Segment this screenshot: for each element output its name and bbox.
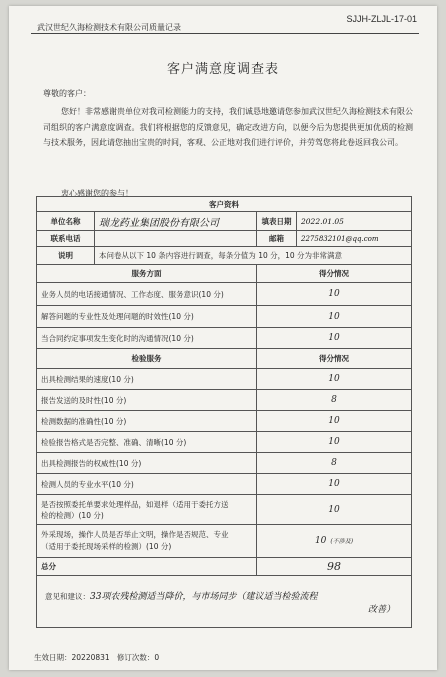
page-title: 客户满意度调查表: [166, 62, 279, 77]
company-record-header: 武汉世纪久海检测技术有限公司质量记录: [37, 23, 181, 32]
service-item: 业务人员的电话接通情况、工作态度、服务意识(10 分): [37, 283, 257, 306]
inspection-item-score: 10: [257, 411, 412, 432]
date-label: 填表日期: [257, 212, 297, 231]
inspection-item: 检测数据的准确性(10 分): [37, 411, 257, 432]
effective-date: 20220831: [71, 653, 110, 662]
opinion-text-line2: 改善）: [368, 604, 396, 615]
note-text: 本问卷从以下 10 条内容进行调查，每条分值为 10 分，10 分为非常满意: [95, 247, 412, 265]
effective-date-label: 生效日期：: [34, 653, 72, 662]
service-header: 服务方面: [37, 265, 257, 283]
service-item-score: 10: [257, 328, 412, 349]
service-item: 当合同约定事项发生变化时的沟通情况(10 分): [37, 328, 257, 349]
inspection-item: 检验报告格式是否完整、准确、清晰(10 分): [37, 432, 257, 453]
intro-paragraph: 您好！非常感谢贵单位对我司检测能力的支持，我们诚恳地邀请您参加武汉世纪久海检测技术有限公司组织的客户满意度调查。我们将根据您的反馈意见，确定改进方向，以便今后为您提供更加优质的检测与技术服务，因此请您抽出宝贵的时间，客观、公正地对我们进行评价，并劳驾您将此卷返回我公司。: [43, 107, 413, 148]
inspection-item-score: 8: [257, 390, 412, 411]
inspection-item: 出具检测结果的速度(10 分): [37, 369, 257, 390]
inspection-item-score: 10: [257, 369, 412, 390]
survey-table: [36, 196, 412, 628]
inspection-item-score: 10: [257, 495, 412, 525]
document-code: SJJH-ZLJL-17-01: [346, 14, 417, 24]
phone-value: [95, 231, 257, 247]
email-label: 邮箱: [257, 231, 297, 247]
inspection-item-score: 8: [257, 453, 412, 474]
inspection-item-score-site: [257, 525, 412, 558]
inspection-item: 出具检测报告的权威性(10 分): [37, 453, 257, 474]
greeting: 尊敬的客户：: [43, 89, 91, 98]
service-item: 解答问题的专业性及处理问题的时效性(10 分): [37, 306, 257, 328]
opinion-cell: [37, 576, 412, 628]
thanks-text: 衷心感谢您的参与！: [61, 189, 133, 198]
unit-value: 瑞龙药业集团股份有限公司: [95, 212, 257, 231]
inspection-header: 检验服务: [37, 349, 257, 369]
total-label: 总分: [37, 558, 257, 576]
opinion-text-line1: 33项农残检测适当降价，与市场同步（建议适当检验流程: [90, 591, 318, 602]
customer-section-title: 客户资料: [37, 197, 412, 212]
inspection-item: 报告发送的及时性(10 分): [37, 390, 257, 411]
item-line: 外采现场，操作人员是否举止文明，操作是否规范、专业: [41, 530, 229, 539]
service-item-score: 10: [257, 306, 412, 328]
item-line: 检的检测）(10 分): [41, 510, 104, 520]
inspection-item-sample: [37, 495, 257, 525]
footer: [34, 652, 159, 663]
score-value: 10: [314, 536, 327, 546]
item-line: 是否按照委托单要求处理样品，如退样（适用于委托方送: [41, 499, 229, 509]
date-value: 2022.01.05: [297, 212, 412, 231]
inspection-item: 检测人员的专业水平(10 分): [37, 474, 257, 495]
service-item-score: 10: [257, 283, 412, 306]
service-score-header: 得分情况: [257, 265, 412, 283]
revision-count: 0: [154, 653, 160, 662]
unit-label: 单位名称: [37, 212, 95, 231]
opinion-label: 意见和建议：: [45, 591, 90, 601]
inspection-score-header: 得分情况: [257, 349, 412, 369]
inspection-item-score: 10: [257, 474, 412, 495]
revision-label: 修订次数：: [116, 653, 155, 662]
inspection-item-score: 10: [257, 432, 412, 453]
email-value: 2275832101@qq.com: [297, 231, 412, 247]
phone-label: 联系电话: [37, 231, 95, 247]
item-line: （适用于委托现场采样的检测）(10 分): [41, 542, 172, 551]
total-value: 98: [257, 558, 412, 576]
header-divider: [31, 33, 419, 34]
inspection-item-site: [37, 525, 257, 558]
not-applicable-note: (不涉及): [330, 538, 354, 545]
note-label: 说明: [37, 247, 95, 265]
